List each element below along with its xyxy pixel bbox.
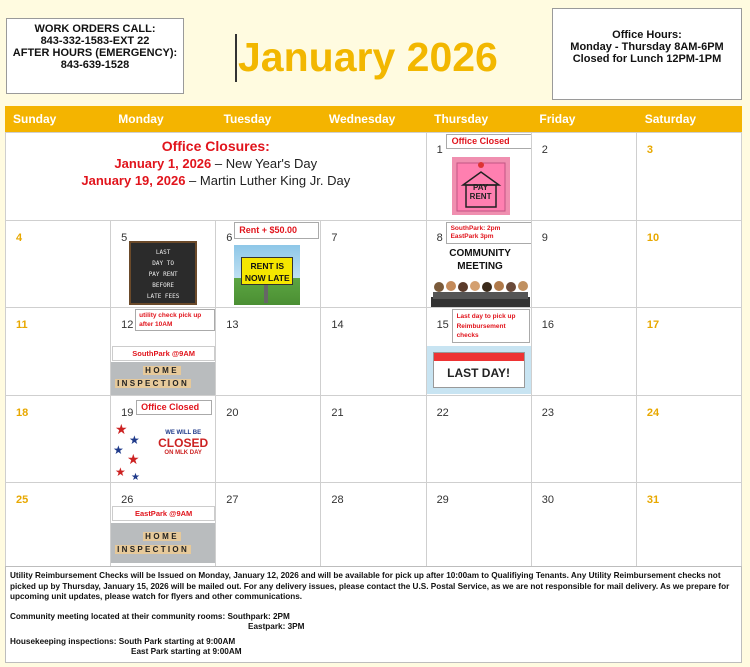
- rent-late-line: NOW LATE: [244, 272, 290, 283]
- board-line: BEFORE: [152, 281, 174, 289]
- day-cell-21[interactable]: [321, 396, 426, 484]
- day-number: 10: [646, 231, 660, 244]
- day-cell-27[interactable]: [216, 483, 321, 571]
- svg-text:★: ★: [115, 464, 126, 479]
- last-day-letter-board-image: [129, 241, 197, 305]
- day-number: 23: [541, 406, 554, 419]
- day-number: 3: [646, 144, 653, 156]
- day-number: 6: [226, 231, 233, 244]
- lunch-hours: Closed for Lunch 12PM-1PM: [572, 53, 722, 65]
- closure-date: January 19, 2026: [81, 173, 186, 188]
- day-number: 28: [331, 494, 344, 506]
- board-line: PAY RENT: [148, 270, 178, 278]
- office-hours-days: Monday - Thursday 8AM-6PM: [570, 41, 724, 53]
- day-number: 8: [436, 231, 443, 244]
- office-hours-label: Office Hours:: [612, 29, 682, 41]
- day-cell-22[interactable]: [427, 396, 532, 484]
- day-cell-9[interactable]: [532, 221, 637, 309]
- closure-sep: –: [185, 173, 200, 188]
- footer-notes: [5, 566, 742, 663]
- weekday-saturday: Saturday: [644, 112, 697, 126]
- weekday-thursday: Thursday: [434, 112, 489, 126]
- day-number: 13: [226, 319, 239, 331]
- home-word: HOME: [145, 366, 180, 375]
- home-word: HOME: [145, 532, 180, 541]
- eastpark-inspection-note: EastPark @9AM: [112, 506, 215, 521]
- after-hours-phone: 843-639-1528: [60, 59, 130, 71]
- community-meeting-times-note: SouthPark: 2pm EastPark 3pm: [446, 222, 532, 244]
- weekday-monday: Monday: [118, 112, 164, 126]
- day-number: 29: [436, 494, 449, 506]
- board-line: LAST: [155, 248, 171, 256]
- day-cell-5[interactable]: [111, 221, 216, 309]
- day-number: 21: [331, 406, 344, 419]
- day-number: 19: [121, 406, 134, 419]
- last-day-calendar-image: [427, 346, 531, 394]
- closure-new-years: [6, 155, 426, 172]
- day-cell-23[interactable]: [532, 396, 637, 484]
- day-cell-31[interactable]: [637, 483, 742, 571]
- home-inspection-image: [111, 523, 215, 563]
- weekday-sunday: Sunday: [13, 112, 57, 126]
- housekeeping-line: Housekeeping inspections: South Park starting at 9:00AM: [10, 636, 236, 646]
- day-cell-20[interactable]: [216, 396, 321, 484]
- rent-late-line: RENT IS: [250, 260, 285, 271]
- rent-is-now-late-image: [234, 245, 300, 305]
- day-number: 17: [646, 319, 660, 331]
- last-day-text: LAST DAY!: [447, 366, 511, 380]
- weekday-wednesday: Wednesday: [328, 112, 396, 126]
- day-cell-26[interactable]: [111, 483, 216, 571]
- work-orders-box: [6, 18, 184, 94]
- day-number: 11: [16, 319, 28, 331]
- work-orders-label: WORK ORDERS CALL:: [34, 23, 156, 35]
- last-day-pickup-note: Last day to pick up Reimbursement checks: [452, 309, 530, 343]
- housekeeping-line: East Park starting at 9:00AM: [131, 647, 242, 656]
- day-number: 7: [331, 231, 338, 244]
- day-cell-11[interactable]: [6, 308, 111, 396]
- day-cell-18[interactable]: [6, 396, 111, 484]
- office-closed-note: Office Closed: [136, 400, 212, 415]
- home-inspection-image: [111, 362, 215, 396]
- office-closed-note: Office Closed: [446, 134, 532, 149]
- day-number: 12: [121, 319, 134, 331]
- day-cell-7[interactable]: [321, 221, 426, 309]
- closure-sep: –: [211, 156, 226, 171]
- svg-text:★: ★: [115, 420, 128, 437]
- day-cell-4[interactable]: [6, 221, 111, 309]
- reimbursement-paragraph: Utility Reimbursement Checks will be Issued on Monday, January 12, 2026 and will be available for pick up after 10:00am to Qualifiying Tenants. Any Utility Reimbursement checks not picked up by Thursday, January 15, 2026 will be mailed out. For any delivery issues, please contact the U.S. Postal Service, as we are not responsible for mail delivery. As we prepare for upcoming unit updates, please watch for flyers and other communications.: [10, 571, 730, 601]
- utility-check-pickup-note: utility check pick up after 10AM: [135, 309, 215, 331]
- day-number: 2: [541, 144, 548, 156]
- community-line: COMMUNITY: [449, 247, 511, 259]
- day-number: 24: [646, 406, 660, 419]
- community-meeting-image: [431, 245, 530, 307]
- day-cell-28[interactable]: [321, 483, 426, 571]
- text-cursor: [235, 34, 237, 82]
- pay-rent-text: PAY RENT: [469, 183, 492, 201]
- board-line: DAY TO: [152, 259, 174, 267]
- day-cell-1[interactable]: [427, 133, 532, 221]
- day-number: 16: [541, 319, 554, 331]
- rent-late-fee-note: Rent + $50.00: [234, 222, 319, 239]
- day-cell-3[interactable]: [637, 133, 742, 221]
- svg-text:★: ★: [131, 471, 141, 482]
- day-cell-25[interactable]: [6, 483, 111, 571]
- closed-line-3: ON MLK DAY: [164, 449, 202, 456]
- work-orders-phone: 843-332-1583-EXT 22: [40, 35, 150, 47]
- closures-heading: Office Closures:: [161, 138, 270, 154]
- office-closures-cell: [6, 133, 427, 221]
- day-cell-19[interactable]: [111, 396, 216, 484]
- svg-text:★: ★: [113, 442, 124, 457]
- community-meeting-line: Eastpark: 3PM: [248, 622, 305, 631]
- after-hours-label: AFTER HOURS (EMERGENCY):: [12, 47, 178, 59]
- closed-line-1: WE WILL BE: [165, 429, 202, 436]
- inspection-word: INSPECTION: [117, 379, 190, 388]
- office-hours-box: [552, 8, 742, 100]
- weekday-friday: Friday: [539, 112, 576, 126]
- day-cell-14[interactable]: [321, 308, 426, 396]
- closure-date: January 1, 2026: [114, 156, 212, 171]
- day-number: 20: [226, 406, 239, 419]
- day-cell-29[interactable]: [427, 483, 532, 571]
- board-line: LATE FEES: [146, 292, 180, 300]
- day-cell-17[interactable]: [637, 308, 742, 396]
- day-number: 5: [121, 231, 128, 244]
- day-number: 26: [121, 494, 134, 506]
- southpark-inspection-note: SouthPark @9AM: [112, 346, 215, 361]
- day-number: 4: [16, 231, 23, 244]
- closure-name: Martin Luther King Jr. Day: [199, 173, 351, 188]
- day-cell-16[interactable]: [532, 308, 637, 396]
- day-cell-6[interactable]: [216, 221, 321, 309]
- day-cell-30[interactable]: [532, 483, 637, 571]
- day-number: 30: [541, 494, 554, 506]
- day-number: 27: [226, 494, 239, 506]
- weekday-tuesday: Tuesday: [223, 112, 272, 126]
- day-cell-24[interactable]: [637, 396, 742, 484]
- day-cell-12[interactable]: [111, 308, 216, 396]
- day-cell-10[interactable]: [637, 221, 742, 309]
- day-number: 1: [436, 144, 443, 156]
- day-cell-8[interactable]: [427, 221, 532, 309]
- closure-mlk: [6, 172, 426, 189]
- day-cell-13[interactable]: [216, 308, 321, 396]
- calendar-grid: [5, 132, 742, 571]
- day-number: 22: [436, 406, 449, 419]
- community-line: MEETING: [457, 260, 503, 272]
- day-number: 18: [16, 406, 29, 419]
- pay-rent-sticky-image: [452, 157, 510, 215]
- closure-name: New Year's Day: [225, 156, 318, 171]
- svg-text:★: ★: [127, 450, 140, 467]
- day-number: 15: [436, 319, 449, 331]
- day-number: 9: [541, 231, 548, 244]
- svg-text:★: ★: [129, 432, 140, 447]
- weekday-header: [5, 106, 742, 132]
- day-cell-15[interactable]: [427, 308, 532, 396]
- inspection-word: INSPECTION: [117, 545, 190, 554]
- page-title: January 2026: [238, 34, 498, 80]
- community-meeting-line: Community meeting located at their community rooms: Southpark: 2PM: [10, 611, 290, 621]
- day-cell-2[interactable]: [532, 133, 637, 221]
- day-number: 25: [16, 494, 29, 506]
- day-number: 31: [646, 494, 660, 506]
- calendar: [5, 106, 742, 571]
- closed-mlk-day-image: [111, 420, 215, 482]
- day-number: 14: [331, 319, 344, 331]
- closed-line-2: CLOSED: [158, 435, 209, 450]
